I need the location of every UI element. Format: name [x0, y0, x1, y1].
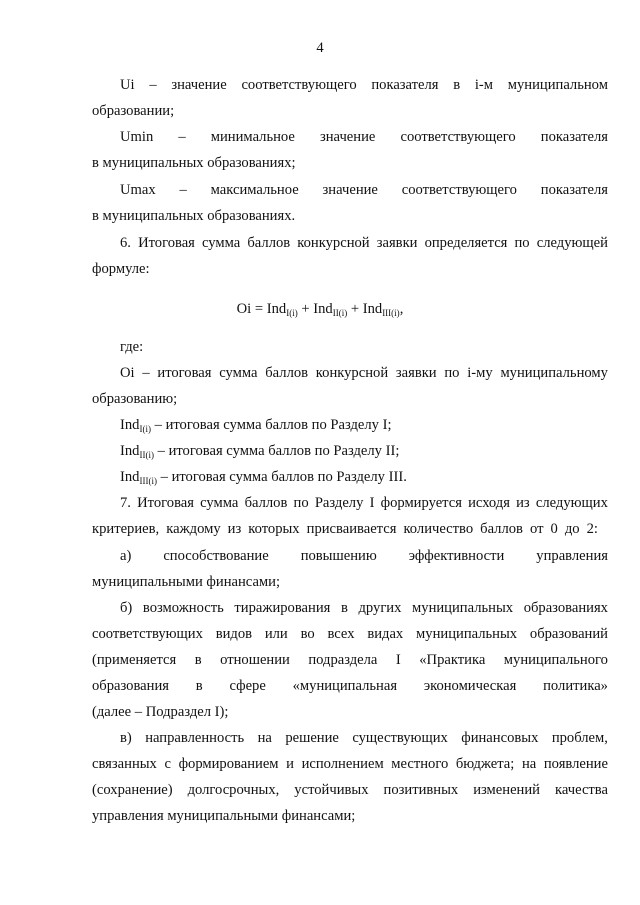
word: всех: [327, 626, 355, 642]
word: баллов: [480, 521, 523, 537]
word: появление: [543, 756, 608, 772]
word: видов: [215, 626, 253, 642]
word: показателя: [540, 182, 608, 198]
word: конкурсной: [315, 365, 389, 381]
word: исполнением: [301, 756, 384, 772]
word: формируется: [380, 495, 462, 511]
formula-part: + Ind: [297, 301, 333, 317]
word: из: [516, 495, 530, 511]
word: способствование: [163, 548, 269, 564]
ind-line: Ind$_{II(i)}$ – итоговая сумма баллов по Разделу II;: [120, 443, 400, 460]
word: максимальное: [210, 182, 299, 198]
word: образования: [92, 678, 169, 694]
word: долгосрочных,: [187, 782, 280, 798]
word: во: [300, 626, 315, 642]
word: каждому: [166, 521, 221, 537]
word: изменений: [473, 782, 540, 798]
word: которых: [248, 521, 300, 537]
paragraph-line: (далее – Подраздел I);: [92, 704, 229, 720]
word: с: [164, 756, 171, 772]
word: повышению: [300, 548, 377, 564]
word: и: [286, 756, 294, 772]
word: решение: [285, 730, 339, 746]
word: проблем,: [551, 730, 608, 746]
word: в: [195, 678, 203, 694]
word: Oi: [120, 365, 135, 381]
formula-subscript: I(i): [286, 308, 298, 318]
word: других: [358, 600, 402, 616]
paragraph-line: [120, 234, 608, 252]
word: значение: [319, 129, 376, 145]
word: муниципальном: [507, 77, 608, 93]
word: баллов: [244, 495, 288, 511]
word: –: [149, 77, 157, 93]
word: «муниципальная: [292, 678, 398, 694]
word: позитивных: [383, 782, 459, 798]
paragraph-line: в муниципальных образованиях.: [92, 208, 296, 224]
word: баллов: [265, 365, 309, 381]
word: заявки: [376, 235, 418, 251]
word: видах: [367, 626, 404, 642]
word: (применяется: [92, 652, 177, 668]
word: подраздела: [308, 652, 378, 668]
word: направленность: [145, 730, 245, 746]
word: в: [453, 77, 461, 93]
paragraph-line: [92, 651, 608, 669]
ind-line: Ind$_{I(i)}$ – итоговая сумма баллов по Разделу I;: [120, 417, 392, 434]
word: в): [120, 730, 132, 746]
word: следующих: [535, 495, 608, 511]
word: Итоговая: [138, 235, 195, 251]
word: (сохранение): [92, 782, 173, 798]
word: I: [395, 652, 401, 668]
paragraph-line: [92, 781, 608, 799]
word: а): [120, 548, 132, 564]
word: «Практика: [419, 652, 486, 668]
word: баллов: [247, 235, 291, 251]
formula-part: Oi = Ind: [236, 301, 287, 317]
paragraph-line: формуле:: [92, 261, 150, 277]
word: –: [142, 365, 150, 381]
word: минимальное: [210, 129, 295, 145]
word: следующей: [536, 235, 608, 251]
word: муниципальному: [500, 365, 608, 381]
word: сумма: [202, 235, 241, 251]
word: качества: [555, 782, 608, 798]
word: эффективности: [408, 548, 505, 564]
word: определяется: [424, 235, 508, 251]
paragraph-line: образованию;: [92, 391, 178, 407]
formula-subscript: III(i): [382, 308, 400, 318]
word: соответствующих: [92, 626, 203, 642]
word: сумма: [219, 365, 258, 381]
paragraph-line: [92, 625, 608, 643]
word: формированием: [178, 756, 279, 772]
word: Umax: [120, 182, 156, 198]
word: местного: [391, 756, 449, 772]
word: существующих: [352, 730, 448, 746]
word: исходя: [468, 495, 510, 511]
word: Итоговая: [137, 495, 194, 511]
word: б): [120, 600, 133, 616]
word: 7.: [120, 495, 131, 511]
paragraph-line: [120, 547, 608, 565]
word: сфере: [229, 678, 266, 694]
word: образований: [529, 626, 608, 642]
formula-part: + Ind: [347, 301, 383, 317]
word: устойчивых: [294, 782, 369, 798]
word: –: [179, 182, 187, 198]
word: Umin: [120, 129, 154, 145]
paragraph-line: [92, 520, 598, 538]
word: по: [293, 495, 309, 511]
formula: [0, 301, 640, 318]
word: заявки: [395, 365, 437, 381]
word: управления: [536, 548, 608, 564]
paragraph-line: где:: [120, 339, 144, 355]
word: муниципальных: [412, 600, 514, 616]
word: на: [521, 756, 537, 772]
word: финансовых: [461, 730, 539, 746]
word: муниципального: [503, 652, 608, 668]
word: Ui: [120, 77, 135, 93]
word: в: [340, 600, 348, 616]
word: соответствующего: [401, 182, 517, 198]
word: от: [529, 521, 544, 537]
word: критериев,: [92, 521, 160, 537]
word: до: [564, 521, 580, 537]
word: 0: [550, 521, 558, 537]
paragraph-line: [92, 755, 608, 773]
word: образованиях: [523, 600, 608, 616]
paragraph-line: в муниципальных образованиях;: [92, 155, 296, 171]
word: тиражирования: [234, 600, 331, 616]
word: соответствующего: [400, 129, 516, 145]
formula-part: ,: [399, 301, 404, 317]
word: i-м: [474, 77, 494, 93]
paragraph-line: [120, 494, 608, 512]
word: муниципальных: [416, 626, 518, 642]
paragraph-line: [120, 181, 608, 199]
word: по: [514, 235, 530, 251]
word: значение: [171, 77, 227, 93]
word: экономическая: [423, 678, 517, 694]
word: I: [369, 495, 375, 511]
paragraph-line: образовании;: [92, 103, 175, 119]
word: возможность: [142, 600, 224, 616]
word: 6.: [120, 235, 131, 251]
word: присваивается: [306, 521, 397, 537]
word: по: [444, 365, 460, 381]
formula-subscript: II(i): [332, 308, 348, 318]
paragraph-line: [120, 128, 608, 146]
word: бюджета;: [455, 756, 515, 772]
word: 2:: [586, 521, 598, 537]
word: –: [178, 129, 186, 145]
word: i-му: [467, 365, 493, 381]
paragraph-line: [92, 677, 608, 695]
word: политика»: [543, 678, 608, 694]
word: количество: [403, 521, 474, 537]
word: в: [194, 652, 202, 668]
paragraph-line: [120, 599, 608, 617]
ind-line: Ind$_{III(i)}$ – итоговая сумма баллов по Разделу III.: [120, 469, 407, 486]
page-number: 4: [316, 40, 324, 56]
paragraph-line: [120, 364, 608, 382]
word: из: [227, 521, 242, 537]
word: на: [257, 730, 272, 746]
paragraph-line: управления муниципальными финансами;: [92, 808, 356, 824]
word: показателя: [540, 129, 608, 145]
word: соответствующего: [241, 77, 357, 93]
word: связанных: [92, 756, 157, 772]
word: отношении: [220, 652, 290, 668]
word: показателя: [371, 77, 439, 93]
word: сумма: [200, 495, 239, 511]
word: значение: [322, 182, 378, 198]
paragraph-line: муниципальными финансами;: [92, 574, 281, 590]
word: или: [264, 626, 288, 642]
paragraph-line: [120, 76, 608, 94]
word: конкурсной: [297, 235, 370, 251]
word: Разделу: [314, 495, 364, 511]
paragraph-line: [120, 729, 608, 747]
word: итоговая: [157, 365, 212, 381]
